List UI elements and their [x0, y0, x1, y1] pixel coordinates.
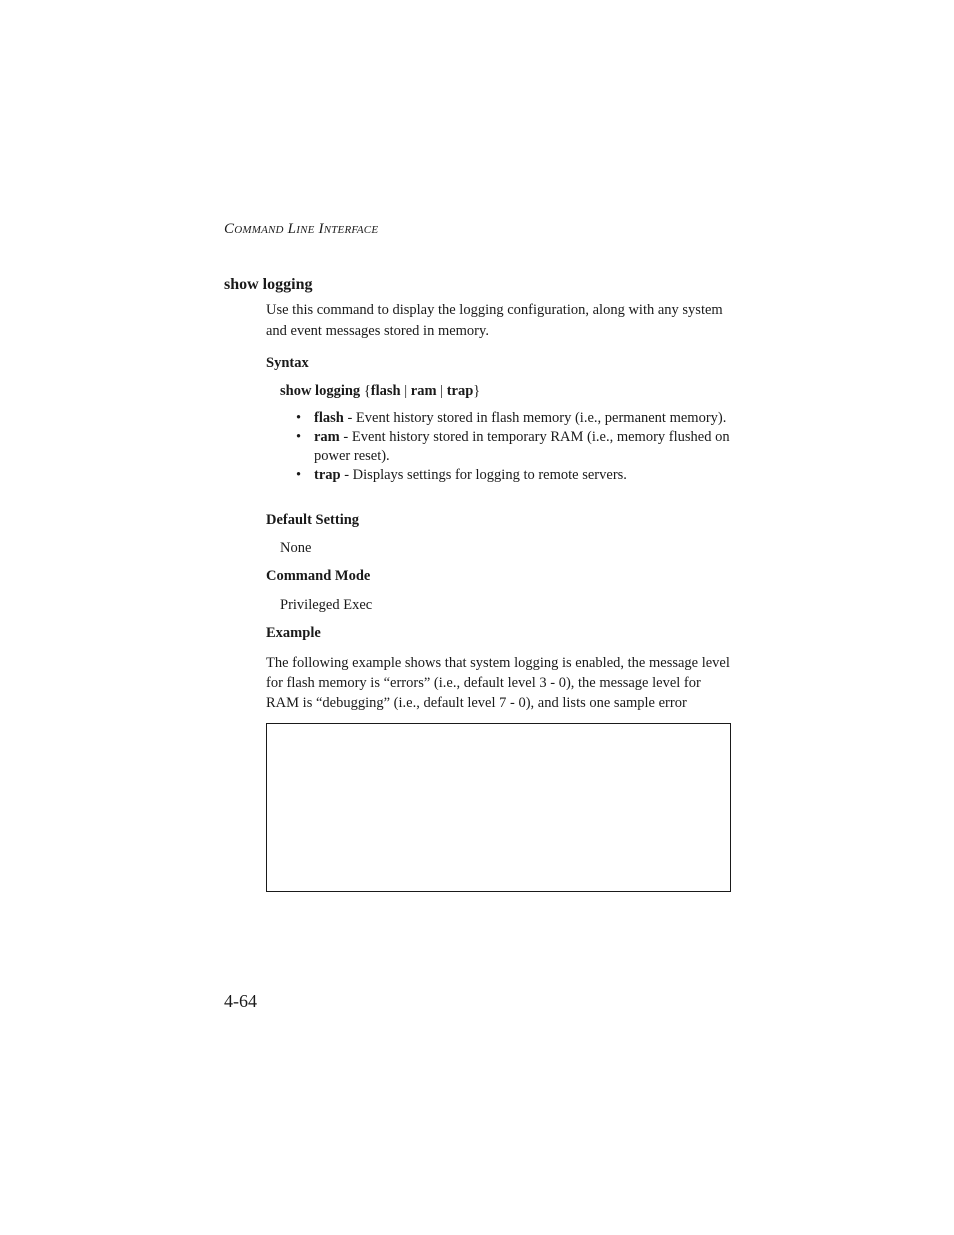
syntax-line — [280, 383, 480, 400]
default-setting-heading: Default Setting — [266, 512, 360, 528]
syntax-close-brace: } — [473, 383, 481, 399]
running-head — [224, 221, 378, 238]
syntax-open-brace: { — [360, 383, 371, 399]
running-head-nterface: NTERFACE — [323, 224, 379, 236]
command-mode-value: Privileged Exec — [280, 597, 373, 613]
list-item — [296, 428, 736, 466]
example-heading: Example — [266, 625, 321, 641]
syntax-separator: | — [436, 383, 447, 399]
bullet-term: ram — [314, 429, 340, 445]
bullet-icon: • — [296, 429, 302, 445]
command-mode-heading: Command Mode — [266, 568, 371, 584]
example-code-box — [266, 723, 731, 892]
running-head-ine: INE — [296, 224, 315, 236]
running-head-i: I — [318, 221, 324, 237]
list-item — [296, 466, 736, 485]
command-description: Use this command to display the logging configuration, along with any system and event messages stored in memory. — [266, 302, 723, 339]
syntax-heading: Syntax — [266, 355, 309, 371]
running-head-c: C — [224, 221, 235, 237]
syntax-bullet-list — [296, 409, 736, 485]
syntax-separator: | — [400, 383, 411, 399]
default-setting-value: None — [280, 540, 312, 556]
bullet-term: flash — [314, 410, 344, 426]
running-head-l: L — [287, 221, 297, 237]
bullet-icon: • — [296, 467, 302, 483]
bullet-text: - Event history stored in temporary RAM (i.e., memory flushed on power reset). — [314, 429, 730, 464]
syntax-command: show logging — [280, 383, 361, 399]
syntax-flash: flash — [370, 383, 401, 399]
bullet-term: trap — [314, 467, 341, 483]
bullet-icon: • — [296, 410, 302, 426]
command-title: show logging — [224, 276, 313, 293]
list-item — [296, 409, 736, 428]
bullet-text: - Displays settings for logging to remote servers. — [340, 467, 627, 483]
syntax-ram: ram — [410, 383, 437, 399]
running-head-ommand: OMMAND — [234, 224, 284, 236]
example-description: The following example shows that system logging is enabled, the message level for flash memory is “errors” (i.e., default level 3 - 0), the message level for RAM is “debugging” (i.e., default level 7 - 0), and lists one sample error — [266, 655, 730, 711]
syntax-trap: trap — [446, 383, 474, 399]
bullet-text: - Event history stored in flash memory (i.e., permanent memory). — [343, 410, 727, 426]
page-number: 4-64 — [224, 991, 257, 1011]
